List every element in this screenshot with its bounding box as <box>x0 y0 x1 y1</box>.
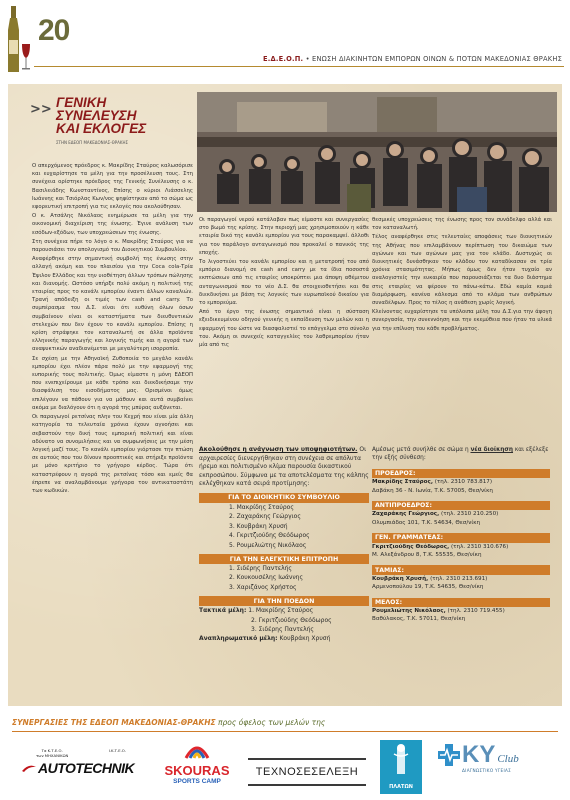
audit-heading: ΓΙΑ ΤΗΝ ΕΛΕΓΚΤΙΚΗ ΕΠΙΤΡΟΠΗ <box>199 554 369 564</box>
medical-cross-icon <box>436 742 462 768</box>
skouras-logo[interactable] <box>156 738 238 794</box>
paragraph: Οι παραγωγοί νερού κατάλαβαν πως είμαστε και συνεργασίες στο βωμό της κρίσης. Στην περιοχή μας χρησιμοποιούν η κάθε εταιρία δικό της κανάλι εμπορίου για τους παρακαμψεί. άλλοθι για τον παράλογο ανταγωνισμό που προκαλεί ο πανικός της εποχής. <box>199 217 369 256</box>
audit-member: 3. Χαριζάνος Χρήστος <box>229 583 297 591</box>
paragraph: Σε σχέση με την Αθηναϊκή Ζυθοποιία το μεγάλο κανάλι εμπορίου έχει πλέον πάρα πολύ με την εφαρμογή της ευπορικής τους πολιτικής. Όμως είμαστε η μόνη ΕΔΕΟΠ που ενεπιχείρουμε με κάθε τρόπο και διεκδικήσαμε την διασφάλιση του εισοδήματος μας. Ορισμένοι όμως επιλέγουν να πάθουν για να μάθουν και αυτά συμβαίνει ακόμα με διαλόγουν ότι η αγορά της μπύρας αυξάνεται. <box>32 355 193 411</box>
paragraph: Κλείνοντας ευχαρίστησε τα υπόλοιπα μέλη του Δ.Σ.για την άψογη συνεργασία, την συνεννόηση και την εκεμύθεια που ήταν τα υλικά για την επίλυση του κάθε προβλήματος. <box>372 309 552 332</box>
paragraph: Ο κ. Ατσάλης Νικόλαος ενημέρωσε τα μέλη για την οικονομική διαχείριση της ένωσης. Έγινε ανάλυση των εσόδων-εξόδων, των υποχρεώσεων της ένωσης. <box>32 213 193 236</box>
org-full-name: ΕΝΩΣΗ ΔΙΑΚΙΝΗΤΩΝ ΕΜΠΟΡΩΝ ΟΙΝΩΝ & ΠΟΤΩΝ ΜΑΚΕΔΟΝΙΑΣ ΘΡΑΚΗΣ <box>312 55 562 63</box>
role-label: ΤΑΜΙΑΣ: <box>372 565 550 574</box>
board-member: 2. Ζαχαράκης Γεώργιος <box>229 513 301 521</box>
title-line-2: ΣΥΝΕΛΕΥΣΗ <box>56 108 137 123</box>
skouras-emblem-icon <box>156 738 238 760</box>
board-member: 1. Μακρίδης Σταύρος <box>229 503 294 511</box>
member-contact <box>372 543 550 551</box>
election-intro-text: Οι αρχαιρεσίες διενεργήθηκαν στη συνέχεια σε απόλυτα ήρεμο και πολιτισμένο κλίμα παρουσία δικαστικού εκπροσώπου. Σύμφωνα με τα αποτελέσματα της κάλπης εκλέχθηκαν κατά σειρά προτίμησης: <box>199 446 369 488</box>
member-address: Ολυμπιάδος 101, Τ.Κ. 54634, Θεσ/νίκη <box>372 519 481 526</box>
board-composition-intro <box>372 446 550 463</box>
member-name: Ρουμελιώτης Νικόλαος, <box>372 607 446 614</box>
article-column-1 <box>32 162 193 702</box>
synergies-heading <box>12 718 325 727</box>
poedon-alt-label: Αναπληρωματικό μέλη: <box>199 635 278 643</box>
role-label: ΜΕΛΟΣ: <box>372 598 550 607</box>
platon-text: ΠΛΑΤΩΝ <box>389 784 413 790</box>
role-label: ΓΕΝ. ΓΡΑΜΜΑΤΕΑΣ: <box>372 533 550 542</box>
composition-intro-post: και εξέλεξε την εξής σύνθεση: <box>372 447 549 462</box>
member-phone: (τηλ. 2310 213.691) <box>430 575 488 582</box>
autotechnik-small-right: Ι.Κ.Τ.Ε.Ο. <box>108 748 126 753</box>
autotechnik-small-left: Τα Κ.Τ.Ε.Ο. των ΜΗΧΑΝΙΚΩΝ <box>36 748 69 758</box>
ky-club-wordmark <box>436 742 554 768</box>
member-phone: (τηλ. 2310 719.455) <box>447 607 505 614</box>
paragraph: Το λιγοστεύει του κανάλι εμπορίου και η μετατροπή του από εμπόριο διανομή σε cash and carry με τα ίδια ποσοστά εκπτώσεων από τις εταιρίες υποκρύπτει μια άποψη αθέμιτου ανταγωνισμού που το νέο Δ.Σ. θα στοιχειοθετήσει και θα διεκδικήσει με βάση τις λογικές των ευρωπαϊκού δικαίου για το εμπορεύμα. <box>199 259 369 307</box>
article-column-2 <box>199 216 369 438</box>
footer-divider <box>12 731 558 732</box>
synergies-bold: ΣΥΝΕΡΓΑΣΙΕΣ ΤΗΣ ΕΔΕΟΠ ΜΑΚΕΔΟΝΙΑΣ-ΘΡΑΚΗΣ <box>12 718 216 727</box>
board-heading: ΓΙΑ ΤΟ ΔΙΟΙΚΗΤΙΚΟ ΣΥΜΒΟΥΛΙΟ <box>199 493 369 503</box>
article-subtitle: ΣΤΗΝ ΕΔΕΟΠ ΜΑΚΕΔΟΝΙΑΣ-ΘΡΑΚΗΣ <box>56 140 129 145</box>
board-member: 5. Ρουμελιώτης Νικόλαος <box>229 541 307 549</box>
ky-club-text: Club <box>497 753 519 765</box>
member-phone: (τηλ. 2310 783.817) <box>434 479 493 486</box>
member-address: Μ. Αλεξάνδρου 8, Τ.Κ. 55535, Θεσ/νίκη <box>372 551 482 558</box>
paragraph: Ο απερχόμενος πρόεδρος κ. Μακρίδης Σταύρος καλωσόρισε και ευχαρίστησε τα μέλη για την προσέλευση τους. Στη συνέχεια ορίστηκε πρόεδρος της Γενικής Συνέλευσης ο κ. Βασιλειάδης Κωνσταντίνος, Επίσης ο κύριοι Λιάσσελης Ιωάννης και Τσιόρλας Κων/νος ψηφίστηκαν από το σώμα ως εφορευτική επιτροπή για τις εκλογές που ακολούθησαν. <box>32 163 193 211</box>
election-intro <box>199 446 369 489</box>
member-address: Δαβάκη 36 - Ν. Ιωνία, Τ.Κ. 57005, Θεσ/νίκη <box>372 487 493 494</box>
wine-bottle-glass-icon <box>6 6 32 76</box>
publication-header: Ε.Δ.Ε.Ο.Π. • ΕΝΩΣΗ ΔΙΑΚΙΝΗΤΩΝ ΕΜΠΟΡΩΝ ΟΙΝΩΝ & ΠΟΤΩΝ ΜΑΚΕΔΟΝΙΑΣ ΘΡΑΚΗΣ <box>262 55 562 63</box>
role-label: ΠΡΟΕΔΡΟΣ: <box>372 469 550 478</box>
paragraph: Αναφέρθηκε στην σημαντική συμβολή της ένωσης στην αλλαγή ακόμη και του πλαισίου για την Coca cola-Τρία Έψιλον Ελλάδος και την υιοθέτηση άλλων τρόπων πώλησης και διανομής. Ωστόσο υπήρξε πολύ ακόμη η πολιτική της εταιρίας προς το κανάλι εμπορίου έναντι άλλων καναλιών. Τρανή απόδειξη οι τιμές των cash and carry. Το συμπέρασμα του Δ.Σ. είναι ότι ευθύνη όλων όσων συμβαίνουν είναι οι καταστήματα των διευθυντικών στελεχών που δεν έχουν το κανάλι εμπορίου. Επίσης η κρίση στράφηκε τον καταναλωτή σε άλλα προϊόντα ελληνικής παραγωγής και λογικής τιμής και η αγορά των αναψυκτικών αναδιανέμεται με μεγαλύτερη ισορροπία. <box>32 256 193 353</box>
audit-member: 1. Σιδέρης Παντελής <box>229 565 292 572</box>
paragraph: θεσμικές υποχρεώσεις της ένωσης προς τον συνάδελφο αλλά και τον καταναλωτή. <box>372 217 552 232</box>
audit-member: 2. Κουκουσέλης Ιωάννης <box>229 574 303 582</box>
paragraph: Από το έργο της ένωσης σημαντικό είναι η σύσταση εξειδικευμένου οδηγού γενικής η εκπαίδευση των μελών και η εφαρμογή του ώστε να διασφαλιστεί το επάγγελμα στο σύνολο του. Ακόμη οι συνεχείς καταγγελίες του λαθρεμπορίου ήταν μία από τις <box>199 309 369 349</box>
title-arrows: >> <box>30 102 52 117</box>
autotechnik-text: AUTOTECHNIK <box>38 760 135 776</box>
title-line-1: ΓΕΝΙΚΗ <box>56 95 107 110</box>
platon-logo[interactable] <box>380 740 422 794</box>
election-results <box>199 446 369 644</box>
poedon-member: 3. Σιδέρης Παντελής <box>251 626 314 634</box>
poedon-alt-name: Κουβράκη Χρυσή <box>279 635 331 643</box>
page-header <box>0 0 570 78</box>
car-swoosh-icon <box>22 763 36 773</box>
page-number: 20 <box>38 14 70 47</box>
member-name: Ζαχαράκης Γεώργιος, <box>372 511 440 518</box>
member-contact <box>372 510 550 518</box>
member-phone: (τηλ. 2310 310.676) <box>450 543 509 550</box>
autotechnik-small-text <box>22 748 140 758</box>
member-name: Γκριτζιούδης Θεόδωρος, <box>372 543 450 550</box>
techno-logo[interactable] <box>248 758 366 786</box>
poedon-member: 1. Μακρίδης Σταύρος <box>248 607 314 615</box>
member-name: Κουβράκη Χρυσή, <box>372 575 429 582</box>
member-address: Βαθύλακος, Τ.Κ. 57011, Θεσ/νίκη <box>372 616 466 623</box>
member-phone: (τηλ. 2310 210.250) <box>441 511 499 518</box>
title-line-3: ΚΑΙ ΕΚΛΟΓΕΣ <box>56 121 147 136</box>
paragraph: Στη συνέχεια πήρε το λόγο ο κ. Μακρίδης Σταύρος για να παρουσιάσει τον απολογισμό του Διοικητικού Συμβουλίου. <box>32 238 193 254</box>
composition-intro-pre: Αμέσως μετά συνήλθε σε σώμα η <box>372 447 471 453</box>
poedon-alternate-row <box>199 634 369 643</box>
techno-text: TEXNOΣΕΣΕΛΕΞΗ <box>255 766 359 778</box>
poedon-member-row <box>199 606 369 615</box>
article-heading <box>56 96 146 135</box>
composition-intro-bold: νέα διοίκηση <box>470 447 514 453</box>
synergies-rest: προς όφελος των μελών της <box>215 718 326 727</box>
poedon-heading: ΓΙΑ ΤΗΝ ΠΟΕΔΟΝ <box>199 596 369 606</box>
role-label: ΑΝΤΙΠΡΟΕΔΡΟΣ: <box>372 501 550 510</box>
skouras-text: SKOURAS <box>164 763 230 778</box>
assembly-photo <box>197 92 557 212</box>
board-member: 3. Κουβράκη Χρυσή <box>229 522 288 530</box>
member-address: Αρμενοπούλου 19, Τ.Κ. 54635, Θεσ/νίκη <box>372 584 484 591</box>
autotechnik-logo[interactable] <box>22 748 140 788</box>
autotechnik-wordmark <box>22 760 140 776</box>
header-divider <box>34 66 564 67</box>
paragraph: Οι παραγωγοί ρετσίνας πλην του Κεχρή που είναι μία άλλη κατηγορία τα τελευταία χρόνια έχουν αγνοήσει και σεβαστούν την δική τους εμπορική πολιτική και είναι αδύνατο να συνομιλήσεις και να συμφωνήσεις με την μέση λογική μαζί τους. Το κανάλι εμπορίου γιόρτασε την πτώση σε αυτούς που του δίνουν προοπτικές και στήριξε προϊόντα με μόνο κριτήριο το γρήγορο κέρδος. Τώρα ότι καταστρέφουν η αγορά της ρετσίνας τόσο και εμείς θα έπρεπε να αναλαμβάνουμε γρήγορα τον αντικαταστάτη των κωδικών. <box>32 414 193 494</box>
skouras-subtext: SPORTS CAMP <box>173 778 221 785</box>
ky-club-subtext: ΔΙΑΓΝΩΣΤΙΚΟ ΥΓΕΙΑΣ <box>462 768 512 773</box>
member-contact <box>372 607 550 615</box>
poedon-label: Τακτικά μέλη: <box>199 607 247 615</box>
ky-club-logo[interactable] <box>436 742 554 792</box>
member-name: Μακρίδης Σταύρος, <box>372 479 433 486</box>
election-intro-bold: Ακολούθησε η ανάγνωση των υποψηφιοτήτων. <box>199 446 358 453</box>
member-contact <box>372 575 550 583</box>
article-column-3 <box>372 216 552 438</box>
poedon-member: 2. Γκριτζιούδης Θεόδωρος <box>251 616 332 624</box>
paragraph: Τέλος αναφέρθηκε στις τελευταίες αποφάσεις των διοικητικών της Αθήνας που επιλαμβάνουν περίπτωση του δικαιώμα των αγώνων και των αγώνων μας για τον κλάδο. Δυστυχώς οι διοικητικές δυνάσθηκαν του κλάδου τον καταδίκασαν σε τρία χρόνια στασιμότητας. Μήπως όμως δεν ήταν τυχαίο αν αναλογιστείς την ευκαιρία που παρουσιάζεται τα δυο διάστημα στις εταιρίες να φέρουν το πάνω-κάτω. Εδώ καμία καμιά διαμόρφωση, κανένα κάλεσμα από το κλάμα των ανθρώπων συναδέλφων. Προς το τέλος η ανάθεση χωρίς λογική. <box>372 234 552 307</box>
ky-text: KY <box>462 741 496 768</box>
member-contact <box>372 478 550 486</box>
org-abbreviation: Ε.Δ.Ε.Ο.Π. <box>262 55 304 63</box>
board-member: 4. Γκριτζιούδης Θεόδωρος <box>229 532 310 540</box>
platon-emblem-icon <box>380 740 422 780</box>
board-composition <box>372 446 550 624</box>
